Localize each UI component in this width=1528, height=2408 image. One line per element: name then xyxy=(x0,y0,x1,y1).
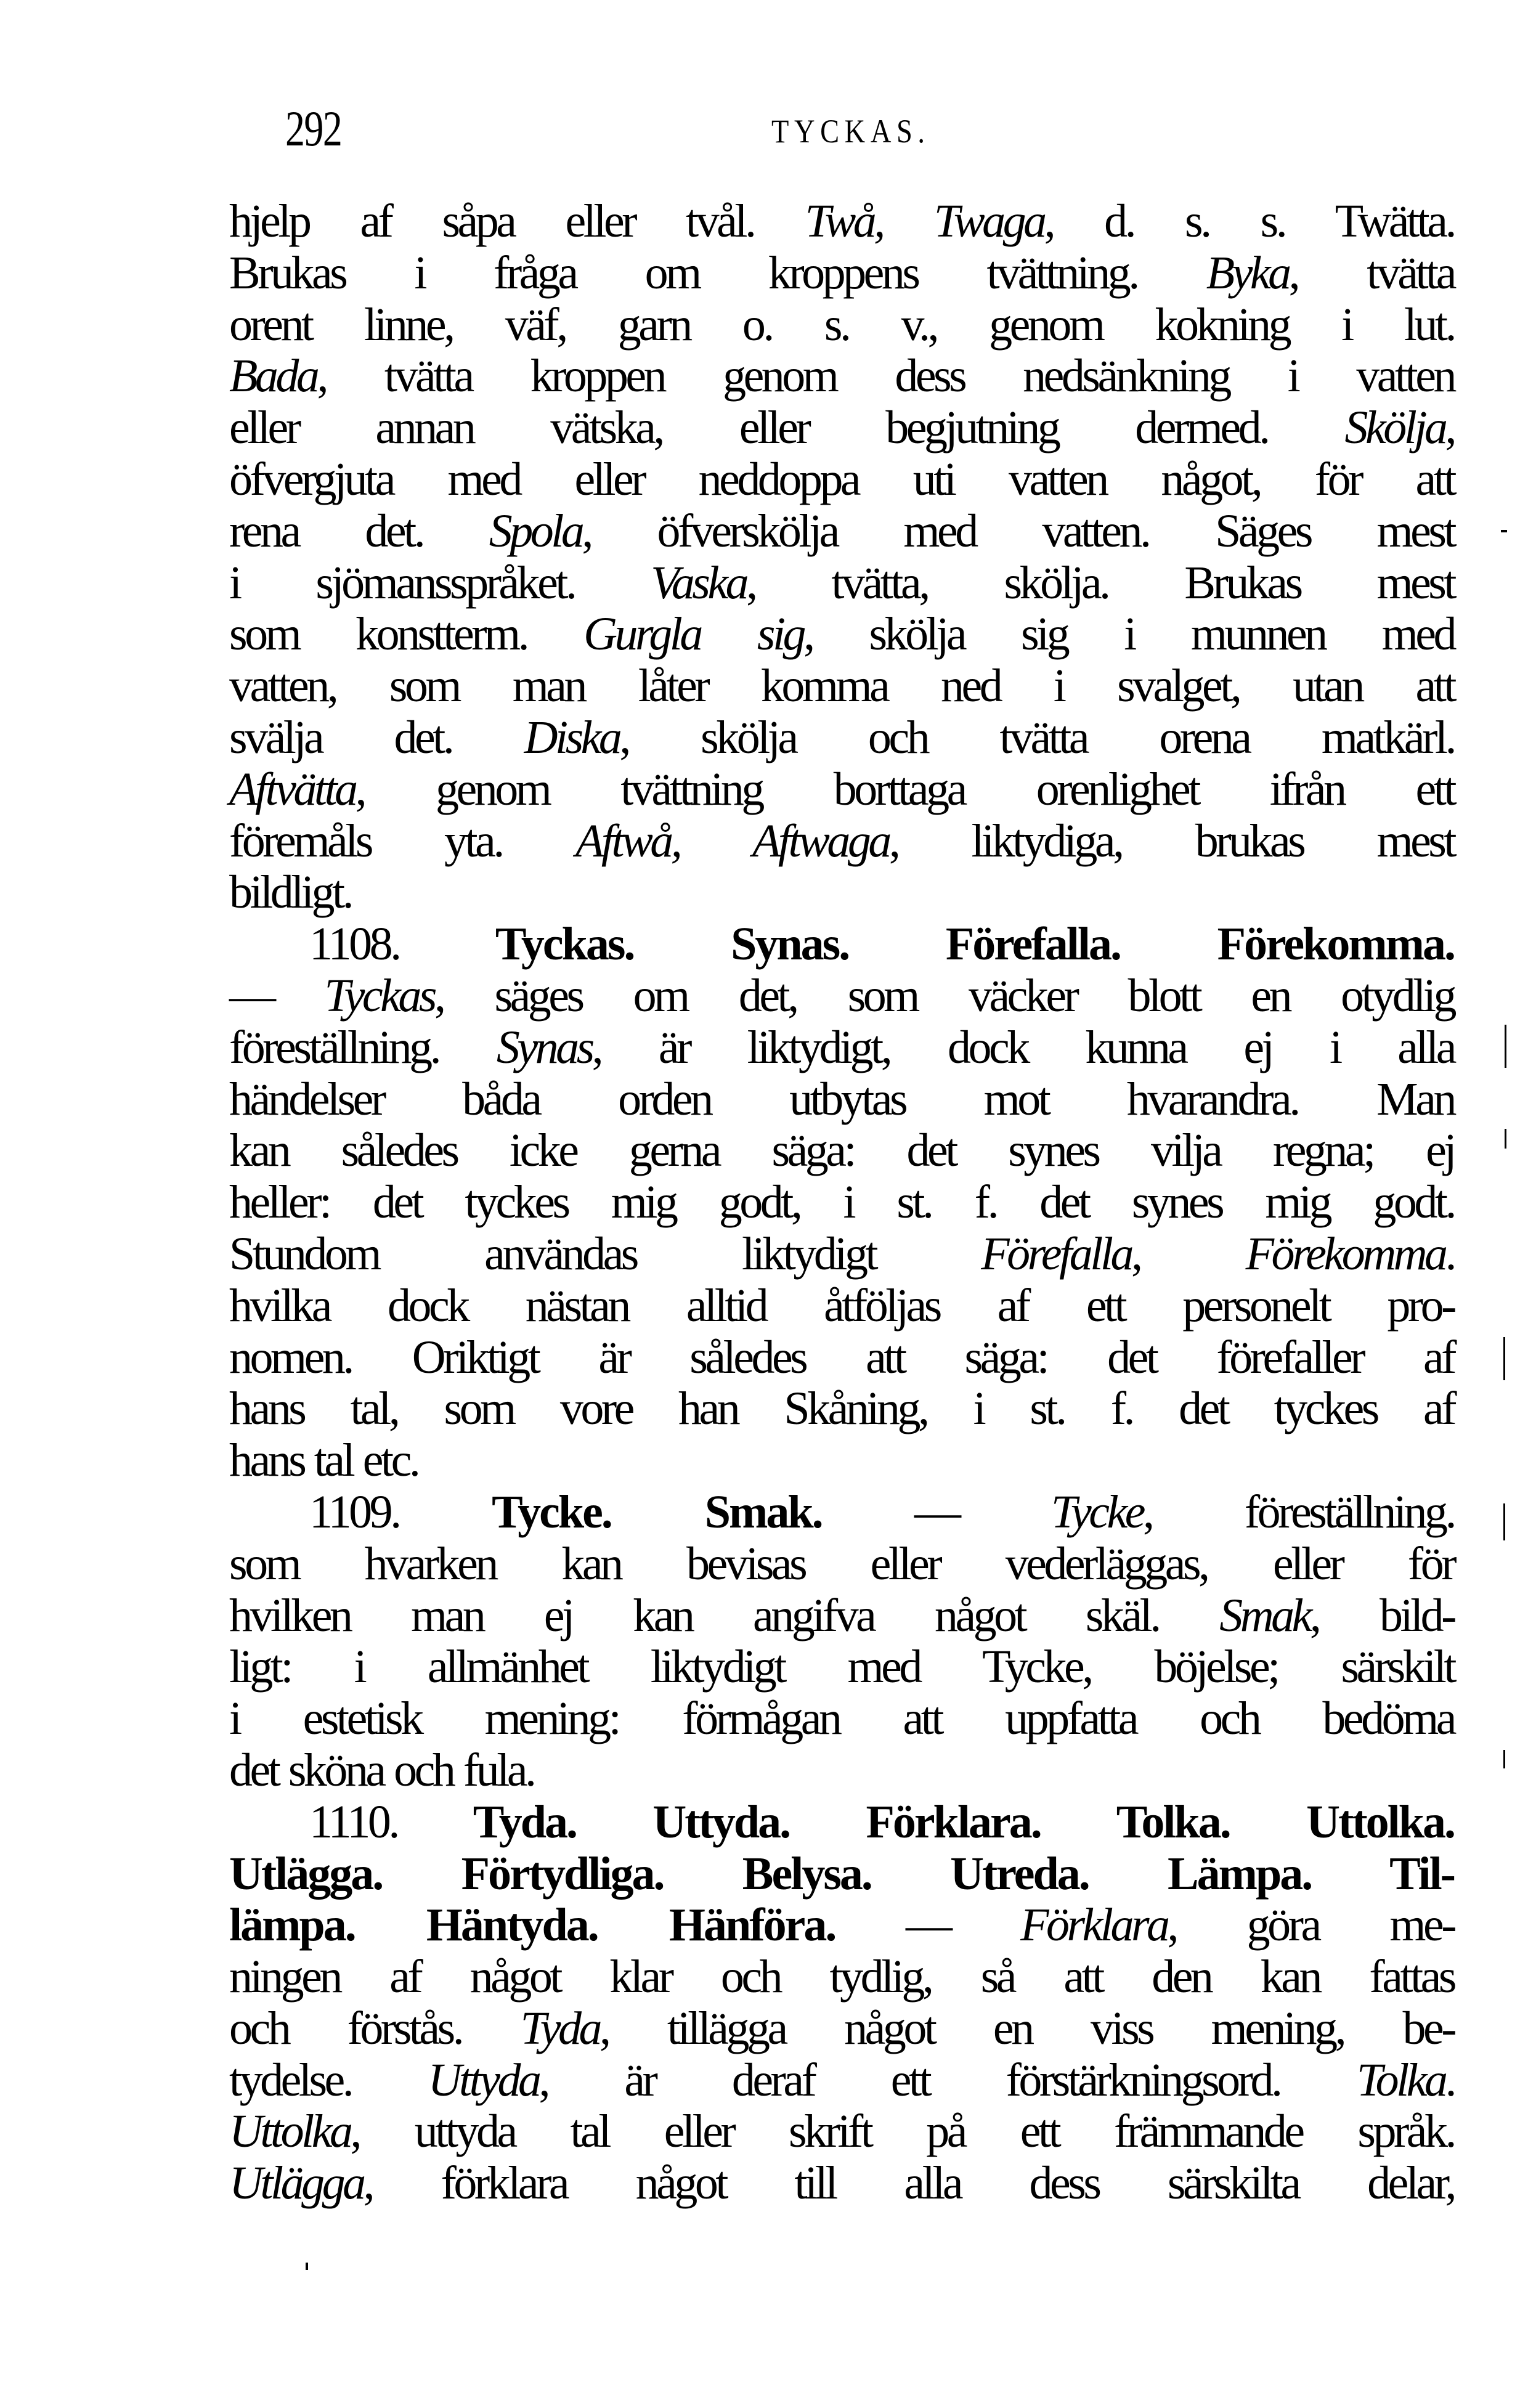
text-line xyxy=(229,1435,1454,1487)
text-line xyxy=(229,196,1454,248)
text-run: 1109. xyxy=(309,1486,492,1538)
text-run: , uttyda tal eller skrift på ett främmande språk. xyxy=(350,2105,1454,2158)
italic-term: Vaska xyxy=(651,556,747,609)
text-run: , tvätta, skölja. Brukas mest xyxy=(746,556,1454,609)
entry-heading-line xyxy=(229,919,1454,970)
text-run: rena det. xyxy=(229,505,489,557)
italic-term: Bada xyxy=(229,350,317,402)
running-title: TYCKAS. xyxy=(771,113,930,150)
italic-term: Synas xyxy=(496,1021,592,1073)
text-run: — xyxy=(821,1486,1051,1538)
text-line xyxy=(229,1590,1454,1642)
text-run: föremåls yta. xyxy=(229,815,575,867)
text-run: . xyxy=(1445,1227,1454,1280)
text-run: ligt: i allmänhet liktydigt med Tycke, böjelse; särskilt xyxy=(229,1641,1454,1693)
text-run: händelser båda orden utbytas mot hvarandra. Man xyxy=(229,1073,1454,1125)
text-line xyxy=(229,661,1454,712)
text-run: Brukas i fråga om kroppens tvättning. xyxy=(229,246,1206,299)
text-line xyxy=(229,1177,1454,1229)
text-run: föreställning. xyxy=(229,1021,497,1073)
text-run: , är liktydigt, dock kunna ej i alla xyxy=(591,1021,1454,1073)
text-run: , xyxy=(1131,1227,1246,1280)
text-line xyxy=(229,506,1454,558)
text-line xyxy=(229,2055,1454,2107)
text-line xyxy=(229,558,1454,609)
text-line xyxy=(229,454,1454,506)
text-run: svälja det. xyxy=(229,711,524,763)
italic-term: Skölja xyxy=(1344,402,1445,454)
text-run: hvilka dock nästan alltid åtföljas af ett personelt pro- xyxy=(229,1279,1454,1332)
text-run: bildligt. xyxy=(229,866,352,919)
bold-headword: Tycke. Smak. xyxy=(492,1486,822,1538)
scan-mark xyxy=(1501,530,1507,532)
text-line xyxy=(229,1849,1454,1900)
text-run: heller: det tyckes mig godt, i st. f. det synes mig godt. xyxy=(229,1176,1454,1229)
scan-mark xyxy=(306,2263,308,2270)
text-line xyxy=(229,1332,1454,1384)
text-run: öfvergjuta med eller neddoppa uti vatten något, för att xyxy=(229,453,1454,505)
text-run: hjelp af såpa eller tvål. xyxy=(229,195,805,247)
text-line xyxy=(229,1539,1454,1590)
text-line xyxy=(229,1383,1454,1435)
italic-term: Uttyda xyxy=(428,2054,539,2106)
text-line xyxy=(229,867,1454,919)
text-run: , öfverskölja med vatten. Säges mest xyxy=(582,505,1455,557)
bold-headword: Tyckas. Synas. Förefalla. Förekomma. xyxy=(495,918,1454,970)
scan-mark xyxy=(1503,1337,1505,1380)
italic-term: Tyda xyxy=(520,2002,599,2054)
scan-mark xyxy=(1503,1750,1505,1768)
text-run: orent linne, väf, garn o. s. v., genom kokning i lut. xyxy=(229,298,1454,351)
text-run: , tillägga något en viss mening, be- xyxy=(599,2002,1454,2054)
text-run: hans tal etc. xyxy=(229,1434,418,1487)
page-number: 292 xyxy=(285,100,342,157)
body-text xyxy=(229,196,1454,2210)
text-run: , tvätta xyxy=(1288,246,1455,299)
text-line xyxy=(229,2003,1454,2055)
text-line xyxy=(229,1693,1454,1745)
italic-term: Spola xyxy=(489,505,582,557)
scan-mark xyxy=(1505,1025,1506,1068)
italic-term: Twå, Twaga xyxy=(805,195,1044,247)
running-head xyxy=(0,0,1528,160)
text-run: 1110. xyxy=(309,1796,473,1848)
italic-term: Tolka xyxy=(1356,2054,1445,2106)
italic-term: Förklara xyxy=(1020,1899,1168,1951)
text-line xyxy=(229,402,1454,454)
text-run: , skölja och tvätta orena matkärl. xyxy=(619,711,1454,763)
bold-headword: Tyda. Uttyda. Förklara. Tolka. Uttolka. xyxy=(473,1796,1455,1848)
italic-term: Utlägga xyxy=(229,2157,364,2210)
text-line xyxy=(229,1074,1454,1126)
bold-headword: Utlägga. Förtydliga. Belysa. Utreda. Lämpa. Til- xyxy=(229,1847,1454,1900)
text-line xyxy=(229,2158,1454,2210)
text-run: nomen. Oriktigt är således att säga: det förefaller af xyxy=(229,1331,1454,1383)
text-run: hans tal, som vore han Skåning, i st. f. det tyckes af xyxy=(229,1383,1454,1435)
text-run: , är deraf ett förstärkningsord. xyxy=(538,2054,1357,2106)
text-run: 1108. xyxy=(309,918,495,970)
text-run: , d. s. s. Twätta. xyxy=(1044,195,1454,247)
text-run: eller annan vätska, eller begjutning dermed. xyxy=(229,402,1345,454)
text-line xyxy=(229,609,1454,661)
text-run: , föreställning. xyxy=(1142,1486,1454,1538)
text-run: , göra me- xyxy=(1167,1899,1455,1951)
text-run: , tvätta kroppen genom dess nedsänkning i vatten xyxy=(317,350,1454,402)
italic-term: Gurgla sig xyxy=(583,608,804,661)
italic-term: Aftvätta xyxy=(229,763,356,815)
text-line xyxy=(229,970,1454,1022)
text-run: som hvarken kan bevisas eller vederläggas, eller för xyxy=(229,1537,1454,1590)
bold-headword: lämpa. Häntyda. Hänföra. xyxy=(229,1899,835,1951)
italic-term: Förekomma xyxy=(1245,1227,1445,1280)
text-line xyxy=(229,2106,1454,2158)
text-run: . xyxy=(1445,2054,1454,2106)
italic-term: Diska xyxy=(524,711,620,763)
text-line xyxy=(229,351,1454,402)
text-line xyxy=(229,1951,1454,2003)
text-run: , liktydiga, brukas mest xyxy=(888,815,1454,867)
text-line xyxy=(229,764,1454,816)
text-run: vatten, som man låter komma ned i svalget, utan att xyxy=(229,660,1454,712)
italic-term: Smak xyxy=(1219,1589,1310,1641)
text-run: det sköna och fula. xyxy=(229,1744,534,1796)
text-run: , förklara något till alla dess särskilta delar, xyxy=(363,2157,1454,2210)
text-line xyxy=(229,1641,1454,1693)
text-run: kan således icke gerna säga: det synes vilja regna; ej xyxy=(229,1125,1454,1177)
italic-term: Byka xyxy=(1206,246,1289,299)
italic-term: Tycke xyxy=(1050,1486,1143,1538)
text-line xyxy=(229,1900,1454,1951)
text-run: i estetisk mening: förmågan att uppfatta och bedöma xyxy=(229,1693,1454,1745)
text-run: — xyxy=(835,1899,1021,1951)
text-run: , genom tvättning borttaga orenlighet ifrån ett xyxy=(355,763,1454,815)
text-run: , bild- xyxy=(1309,1589,1454,1641)
text-line xyxy=(229,712,1454,764)
text-run: hvilken man ej kan angifva något skäl. xyxy=(229,1589,1220,1641)
text-line xyxy=(229,299,1454,351)
text-line xyxy=(229,816,1454,868)
italic-term: Förefalla xyxy=(981,1227,1131,1280)
text-run: som konstterm. xyxy=(229,608,584,661)
text-line xyxy=(229,1280,1454,1332)
italic-term: Tyckas xyxy=(324,969,434,1022)
text-run: , säges om det, som väcker blott en otydlig xyxy=(434,969,1455,1022)
text-run: ningen af något klar och tydlig, så att den kan fattas xyxy=(229,1951,1454,2003)
entry-heading-line xyxy=(229,1487,1454,1539)
text-run: i sjömansspråket. xyxy=(229,556,651,609)
text-run: Stundom användas liktydigt xyxy=(229,1227,981,1280)
text-run: och förstås. xyxy=(229,2002,521,2054)
text-run: , skölja sig i munnen med xyxy=(803,608,1455,661)
text-line xyxy=(229,1022,1454,1074)
text-line xyxy=(229,1229,1454,1280)
scan-mark xyxy=(1503,1503,1505,1540)
text-line xyxy=(229,248,1454,299)
text-line xyxy=(229,1745,1454,1797)
entry-heading-line xyxy=(229,1797,1454,1849)
text-run: tydelse. xyxy=(229,2054,428,2106)
italic-term: Uttolka xyxy=(229,2105,351,2158)
text-run: , xyxy=(1445,402,1454,454)
scan-mark xyxy=(1505,1129,1506,1149)
text-run: — xyxy=(229,969,325,1022)
text-line xyxy=(229,1125,1454,1177)
italic-term: Aftwå, Aftwaga xyxy=(575,815,889,867)
